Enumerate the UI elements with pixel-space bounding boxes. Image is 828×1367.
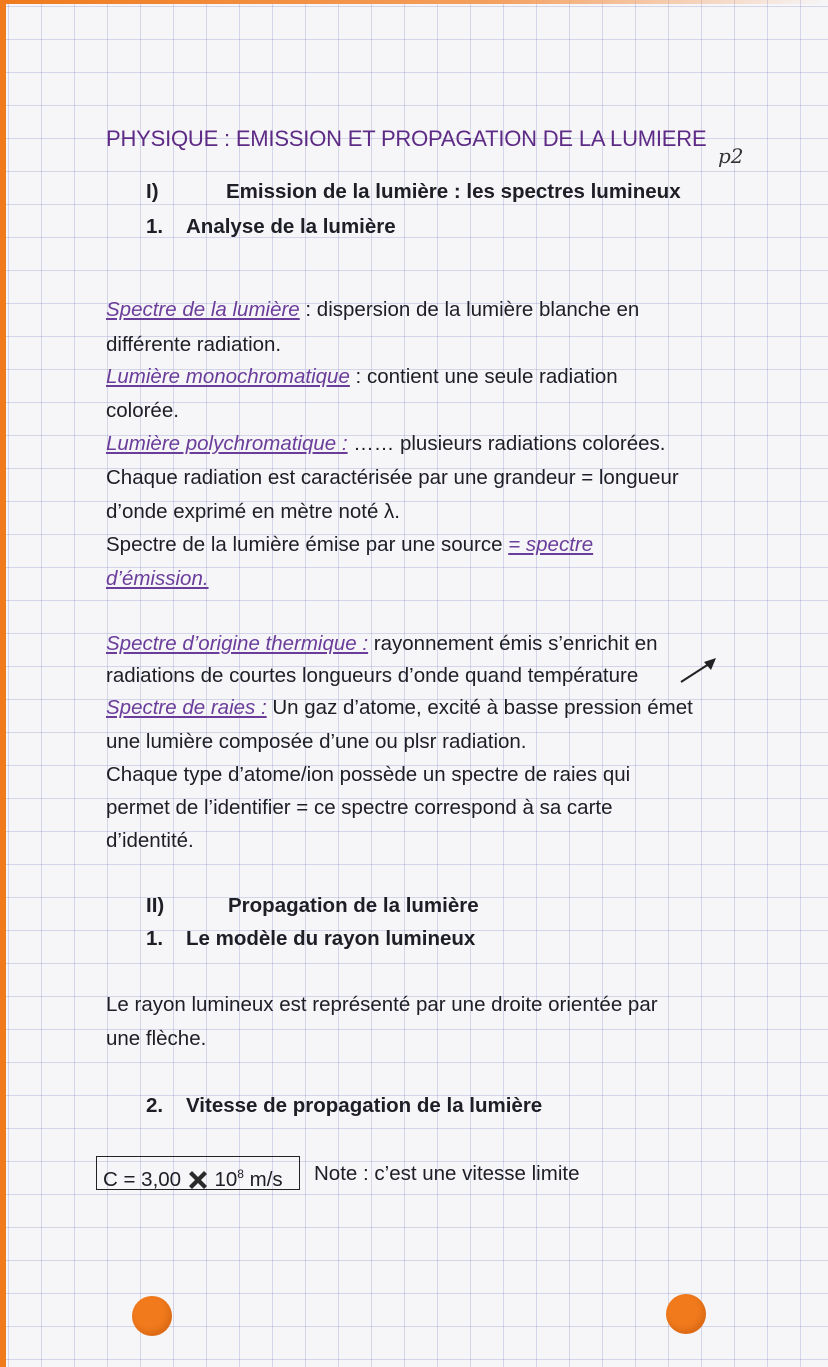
term-spectre-emission: = spectre <box>508 533 594 556</box>
page-number: p2 <box>718 144 744 168</box>
rayon-line2: une flèche. <box>106 1027 207 1050</box>
spectre-definition <box>106 297 639 323</box>
light-speed-formula <box>103 1161 283 1197</box>
source-line <box>106 532 593 558</box>
mono-text: : contient une seule radiation <box>349 365 618 388</box>
subsection2-2-number: 2. <box>146 1094 164 1117</box>
thermique-definition-line2: radiations de courtes longueurs d’onde quand température <box>106 664 639 687</box>
poly-text: …… plusieurs radiations colorées. <box>347 432 666 455</box>
rayon-line1: Le rayon lumineux est représenté par une droite orientée par <box>106 993 658 1016</box>
section2-numeral: II) <box>146 894 165 917</box>
radiation-line2: d’onde exprimé en mètre noté λ. <box>106 500 400 523</box>
binder-hole-left <box>132 1296 172 1336</box>
speed-note: Note : c’est une vitesse limite <box>314 1162 580 1185</box>
formula-unit: m/s <box>243 1167 283 1191</box>
page-edge-orange <box>0 0 6 1367</box>
thermique-text: rayonnement émis s’enrichit en <box>368 632 658 655</box>
spectre-text: : dispersion de la lumière blanche en <box>299 298 640 321</box>
term-thermique: Spectre d’origine thermique : <box>106 632 369 655</box>
subsection1-heading: Analyse de la lumière <box>186 215 396 238</box>
atome-line3: d’identité. <box>106 829 194 852</box>
raies-text: Un gaz d’atome, excité à basse pression émet <box>266 696 693 719</box>
term-polychromatique: Lumière polychromatique : <box>106 432 348 455</box>
term-monochromatique: Lumière monochromatique <box>106 365 350 388</box>
binder-hole-right <box>666 1294 706 1334</box>
radiation-line1: Chaque radiation est caractérisée par une grandeur = longueur <box>106 466 679 489</box>
raies-definition <box>106 695 693 721</box>
increase-arrow-icon <box>678 656 720 686</box>
subsection1-number: 1. <box>146 215 164 238</box>
section2-heading: Propagation de la lumière <box>228 894 479 917</box>
section1-heading: Emission de la lumière : les spectres lumineux <box>226 180 681 203</box>
mono-definition-line2: colorée. <box>106 399 179 422</box>
thermique-definition <box>106 631 658 657</box>
subsection2-1-number: 1. <box>146 927 164 950</box>
term-spectre: Spectre de la lumière <box>106 298 300 321</box>
subsection2-1-heading: Le modèle du rayon lumineux <box>186 927 476 950</box>
atome-line2: permet de l’identifier = ce spectre correspond à sa carte <box>106 796 613 819</box>
page-top-edge <box>0 0 828 4</box>
multiply-icon <box>187 1168 209 1197</box>
mono-definition <box>106 364 618 390</box>
source-text: Spectre de la lumière émise par une source <box>106 533 509 556</box>
term-spectre-emission-line2: d’émission. <box>106 567 209 590</box>
formula-exponent: 8 <box>237 1167 244 1181</box>
section1-numeral: I) <box>146 180 159 203</box>
formula-part-b: 10 <box>208 1167 238 1191</box>
spectre-definition-line2: différente radiation. <box>106 333 282 356</box>
atome-line1: Chaque type d’atome/ion possède un spectre de raies qui <box>106 763 631 786</box>
term-raies: Spectre de raies : <box>106 696 267 719</box>
page-title: PHYSIQUE : EMISSION ET PROPAGATION DE LA LUMIERE <box>106 126 707 151</box>
subsection2-2-heading: Vitesse de propagation de la lumière <box>186 1094 543 1117</box>
poly-definition <box>106 431 665 457</box>
raies-definition-line2: une lumière composée d’une ou plsr radiation. <box>106 730 527 753</box>
formula-part-a: C = 3,00 <box>103 1167 187 1191</box>
